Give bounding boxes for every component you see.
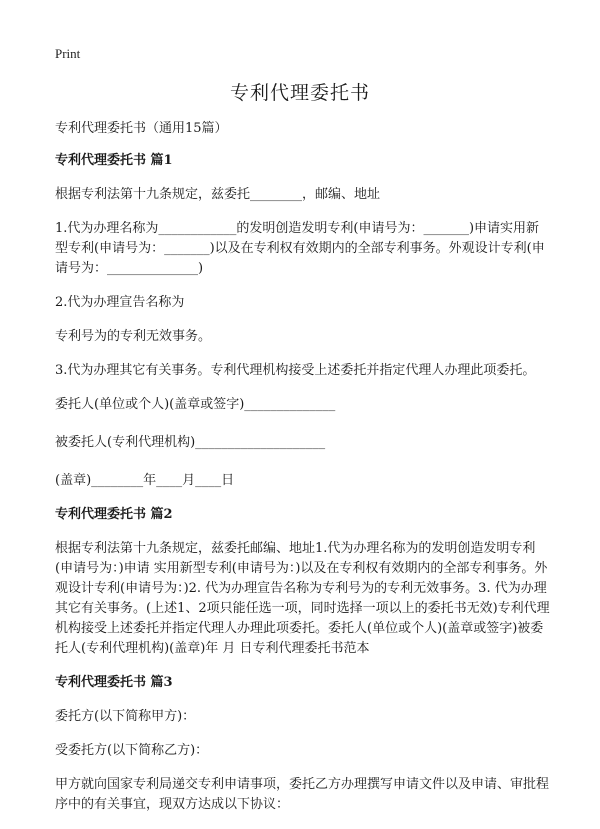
print-link[interactable]: Print <box>55 46 81 61</box>
paragraph: 根据专利法第十九条规定，兹委托________，邮编、地址 <box>55 187 381 202</box>
paragraph: 委托方(以下简称甲方)： <box>55 709 196 724</box>
paragraph: 1.代为办理名称为____________的发明创造发明专利(申请号为：_______)申请实用新型专利(申请号为：_______)以及在专利权有效期内的全部专利事务。外观设计专利(申请号为：______________) <box>55 221 545 276</box>
paragraph: 受委托方(以下简称乙方)： <box>55 743 209 758</box>
paragraph: 专利号为的专利无效事务。 <box>55 329 212 344</box>
paragraph: (盖章)________年____月____日 <box>55 473 235 488</box>
paragraph: 甲方就向国家专利局递交专利申请事项，委托乙方办理撰写申请文件以及申请、审批程序中的有关事宜，现双方达成以下协议： <box>55 777 550 812</box>
section-heading: 专利代理委托书 篇2 <box>55 507 173 522</box>
document-subtitle: 专利代理委托书（通用15篇） <box>55 121 228 136</box>
section-heading: 专利代理委托书 篇1 <box>55 153 173 168</box>
paragraph: 委托人(单位或个人)(盖章或签字)______________ <box>55 397 336 412</box>
document-title: 专利代理委托书 <box>229 82 370 104</box>
document-body <box>55 119 551 829</box>
section-heading: 专利代理委托书 篇3 <box>55 675 173 690</box>
paragraph: 2.代为办理宣告名称为 <box>55 295 185 310</box>
paragraph: 根据专利法第十九条规定，兹委托邮编、地址1.代为办理名称为的发明创造发明专利(申请号为：)申请 实用新型专利(申请号为：)以及在专利权有效期内的全部专利事务。外观设计专利(申请号为：)2. 代为办理宣告名称为专利号为的专利无效事务。3. 代为办理其它有关事务。(上述1、2项只能任选一项，同时选择一项以上的委托书无效)专利代理机构接受上述委托并指定代理人办理此项委托。委托人(单位或个人)(盖章或签字)被委托人(专利代理机构)(盖章)年 月 日专利代理委托书范本 <box>55 541 550 656</box>
paragraph: 3.代为办理其它有关事务。专利代理机构接受上述委托并指定代理人办理此项委托。 <box>55 363 536 378</box>
paragraph: 被委托人(专利代理机构)____________________ <box>55 435 326 450</box>
